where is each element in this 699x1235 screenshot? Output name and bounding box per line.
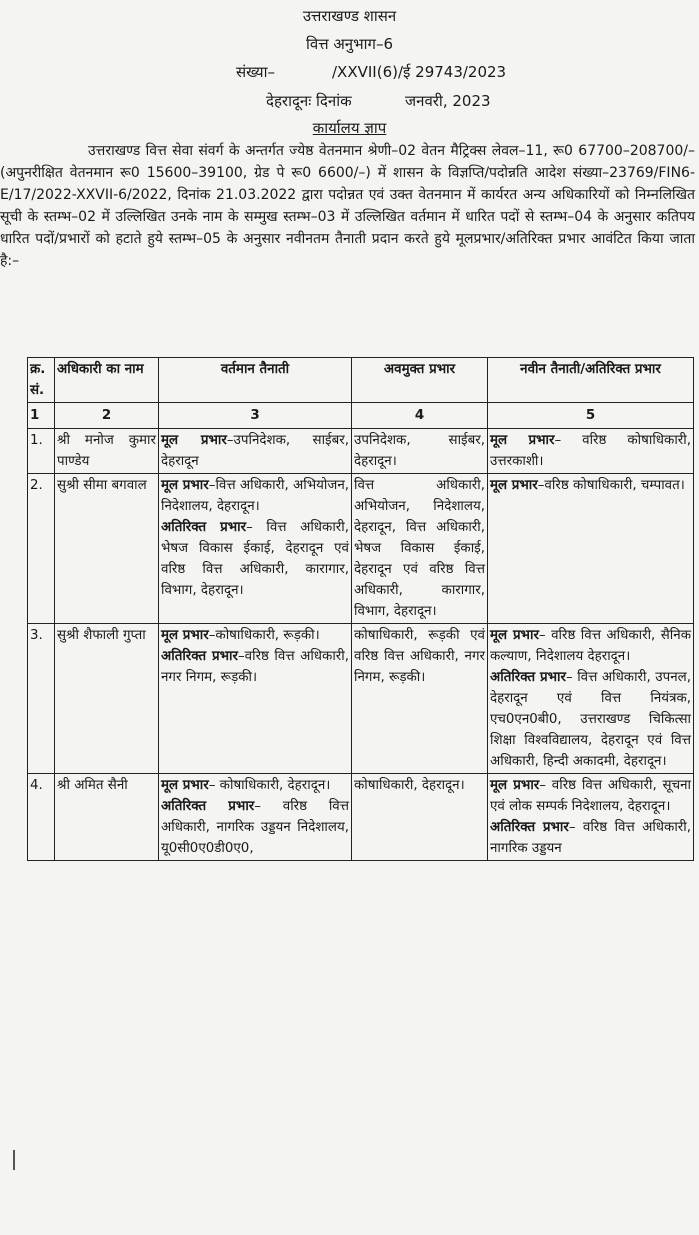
relieved-charge: उपनिदेशक, साईबर, देहरादून। [352,429,488,474]
serial-number: 4. [28,774,55,861]
header-serial: क्र. सं. [28,358,55,403]
officer-name: श्री अमित सैनी [55,774,159,861]
column-number: 3 [159,403,352,429]
header-new-posting: नवीन तैनाती/अतिरिक्त प्रभार [488,358,694,403]
column-number: 5 [488,403,694,429]
current-posting: मूल प्रभार–उपनिदेशक, साईबर, देहरादून [159,429,352,474]
current-posting: मूल प्रभार–वित्त अधिकारी, अभियोजन, निदेशालय, देहरादून। अतिरिक्त प्रभार– वित्त अधिकारी, भेषज विकास ईकाई, देहरादून एवं वरिष्ठ वित्त अधिकारी, कारागार, विभाग, देहरादून। [159,474,352,624]
serial-number: 3. [28,624,55,774]
new-posting: मूल प्रभार– वरिष्ठ वित्त अधिकारी, सूचना एवं लोक सम्पर्क निदेशालय, देहरादून। अतिरिक्त प्रभार– वरिष्ठ वित्त अधिकारी, नागरिक उड्डयन [488,774,694,861]
new-posting: मूल प्रभार–वरिष्ठ कोषाधिकारी, चम्पावत। [488,474,694,624]
serial-number: 2. [28,474,55,624]
table-row [28,624,694,774]
column-number: 4 [352,403,488,429]
number-label: संख्या– [236,63,276,81]
serial-number: 1. [28,429,55,474]
table-row [28,774,694,861]
new-posting: मूल प्रभार– वरिष्ठ वित्त अधिकारी, सैनिक कल्याण, निदेशालय देहरादून। अतिरिक्त प्रभार– वित्त अधिकारी, उपनल, देहरादून एवं वित्त नियंत्रक, एच0एन0बी0, उत्तराखण्ड चिकित्सा शिक्षा विश्वविद्यालय, देहरादून एवं वित्त अधिकारी, हिन्दी अकादमी, देहरादून। [488,624,694,774]
column-number-row [28,403,694,429]
header-relieved-charge: अवमुक्त प्रभार [352,358,488,403]
relieved-charge: वित्त अधिकारी, अभियोजन, निदेशालय, देहरादून, वित्त अधिकारी, भेषज विकास ईकाई, देहरादून एवं वरिष्ठ वित्त अधिकारी, कारागार, विभाग, देहरादून। [352,474,488,624]
margin-line [13,1150,15,1170]
officer-name: सुश्री सीमा बगवाल [55,474,159,624]
header-current-posting: वर्तमान तैनाती [159,358,352,403]
new-posting: मूल प्रभार– वरिष्ठ कोषाधिकारी, उत्तरकाशी। [488,429,694,474]
column-number: 1 [28,403,55,429]
column-number: 2 [55,403,159,429]
office-memo-title: कार्यालय ज्ञाप [312,119,387,137]
government-heading: उत्तराखण्ड शासन [302,7,397,25]
officer-name: सुश्री शैफाली गुप्ता [55,624,159,774]
officer-name: श्री मनोज कुमार पाण्डेय [55,429,159,474]
posting-table [27,357,694,861]
relieved-charge: कोषाधिकारी, रूड़की एवं वरिष्ठ वित्त अधिकारी, नगर निगम, रूड़की। [352,624,488,774]
table-header-row [28,358,694,403]
intro-paragraph: उत्तराखण्ड वित्त सेवा संवर्ग के अन्तर्गत ज्येष्ठ वेतनमान श्रेणी–02 वेतन मैट्रिक्स लेवल–11, रू0 67700–208700/– (अपुनरीक्षित वेतनमान रू0 15600–39100, ग्रेड पे रू0 6600/–) में शासन के विज्ञप्ति/पदोन्नति आदेश संख्या–23769/FIN6-E/17/2022-XXVII-6/2022, दिनांक 21.03.2022 द्वारा पदोन्नत एवं उक्त वेतनमान में कार्यरत अन्य अधिकारियों को निम्नलिखित सूची के स्तम्भ–02 में उल्लिखित उनके नाम के सम्मुख स्तम्भ–03 में उल्लिखित वर्तमान में धारित पदों से स्तम्भ–04 के अनुसार कतिपय धारित पदों/प्रभारों को हटाते हुये स्तम्भ–05 के अनुसार नवीनतम तैनाती प्रदान करते हुये मूलप्रभार/अतिरिक्त प्रभार आवंटित किया जाता है:– [0,143,695,269]
table-row [28,429,694,474]
date-value: जनवरी, 2023 [405,92,491,110]
table-row [28,474,694,624]
department-heading: वित्त अनुभाग–6 [305,35,394,53]
relieved-charge: कोषाधिकारी, देहरादून। [352,774,488,861]
place-date-label: देहरादूनः दिनांक [266,92,352,110]
current-posting: मूल प्रभार– कोषाधिकारी, देहरादून। अतिरिक्त प्रभार– वरिष्ठ वित्त अधिकारी, नागरिक उड्डयन निदेशालय, यू0सी0ए0डी0ए0, [159,774,352,861]
header-officer-name: अधिकारी का नाम [55,358,159,403]
current-posting: मूल प्रभार–कोषाधिकारी, रूड़की। अतिरिक्त प्रभार–वरिष्ठ वित्त अधिकारी, नगर निगम, रूड़की। [159,624,352,774]
number-value: /XXVII(6)/ई 29743/2023 [332,63,507,81]
